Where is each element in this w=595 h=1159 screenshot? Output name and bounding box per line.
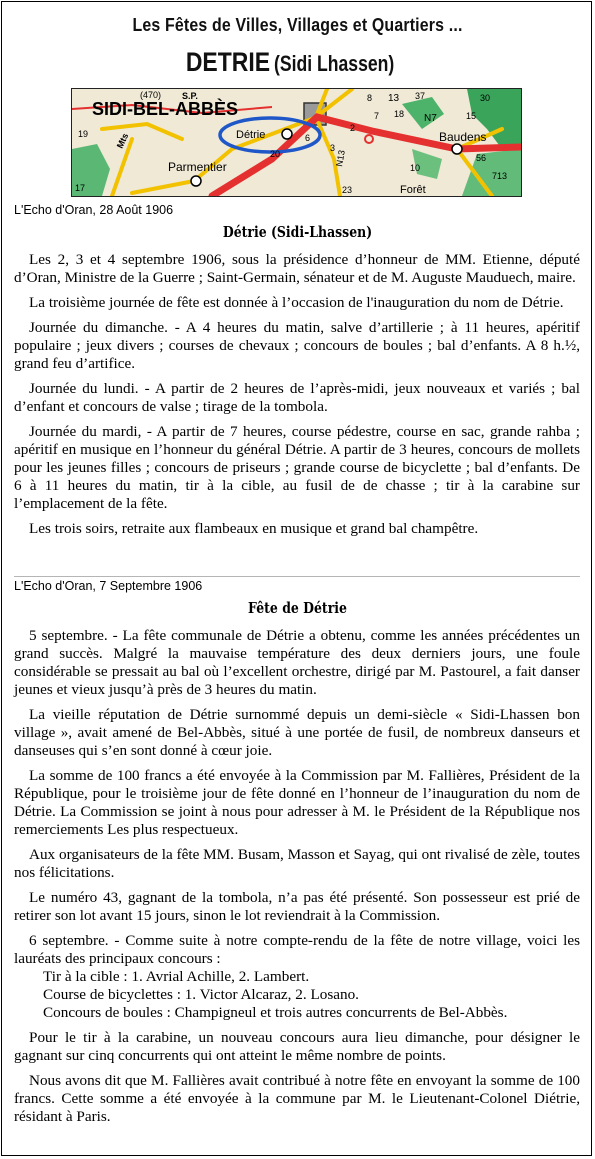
article2-source: L'Echo d'Oran, 7 Septembre 1906 <box>14 579 203 593</box>
title-sub: (Sidi Lhassen) <box>274 51 395 76</box>
label-r18: 18 <box>394 109 405 119</box>
article2-paragraph: Nous avons dit que M. Fallières avait contribué à notre fête en envoyant la somme de 100 francs. Cette somme a été envoyée à la commune par M. le Lieutenant-Colonel Diétrie, résidant à Paris. <box>14 1072 580 1125</box>
label-r8: 8 <box>367 93 373 103</box>
label-route-470: (470) <box>140 90 162 100</box>
article1-source: L'Echo d'Oran, 28 Août 1906 <box>14 203 174 217</box>
town-baudens-marker <box>452 144 462 154</box>
article1-paragraph: Les trois soirs, retraite aux flambeaux en musique et grand bal champêtre. <box>29 520 479 537</box>
result-item: Tir à la cible : 1. Avrial Achille, 2. Lambert. <box>43 968 310 985</box>
label-r30: 30 <box>480 93 491 103</box>
title-main: DETRIE <box>185 47 270 77</box>
series-title: Les Fêtes de Villes, Villages et Quartiers ... <box>132 14 463 35</box>
label-n7: N7 <box>424 113 437 124</box>
label-r2: 2 <box>350 123 356 133</box>
article1-paragraph: Journée du dimanche. - A 4 heures du matin, salve d’artillerie ; à 11 heures, apéritif populaire ; jeux divers ; courses de chevaux ; concours de boules ; bal d’enfants. A 8 h.½, grand feu d’artifice. <box>14 319 580 372</box>
label-r15: 15 <box>466 111 477 121</box>
label-mts: Mts <box>114 131 131 150</box>
label-r56: 56 <box>476 153 487 163</box>
town-parmentier-marker <box>191 176 201 186</box>
article1-paragraph: La troisième journée de fête est donnée à l’occasion de l'inauguration du nom de Détrie. <box>29 294 564 311</box>
article2-title: Fête de Détrie <box>248 600 347 617</box>
label-r37: 37 <box>415 91 426 101</box>
article2-body <box>14 627 580 1126</box>
label-detrie: Détrie <box>236 129 266 141</box>
article1-body <box>14 251 580 538</box>
article2-paragraph: Pour le tir à la carabine, un nouveau concours aura lieu dimanche, pour désigner le gagnant sur cinq concurrents qui ont atteint le même nombre de points. <box>14 1029 580 1064</box>
article2-paragraph: Le numéro 43, gagnant de la tombola, n’a pas été présenté. Son possesseur est prié de retirer son lot avant 15 jours, sinon le lot reviendrait à la Commission. <box>14 889 580 924</box>
label-r17: 17 <box>75 183 86 193</box>
town-detrie-marker <box>282 129 292 139</box>
label-parmentier: Parmentier <box>168 160 227 174</box>
label-baudens: Baudens <box>439 130 487 144</box>
article1-paragraph: Les 2, 3 et 4 septembre 1906, sous la présidence d’honneur de MM. Etienne, député d’Oran, Ministre de la Guerre ; Saint-Germain, sénateur et de M. Auguste Mauduech, maire. <box>14 251 580 286</box>
label-r3: 3 <box>330 143 336 153</box>
label-r13: 13 <box>388 93 400 104</box>
label-r10: 10 <box>410 163 421 173</box>
map-image <box>71 88 522 197</box>
label-sp: S.P. <box>182 91 198 101</box>
label-r20: 20 <box>270 149 281 159</box>
page-title <box>0 47 595 78</box>
article2-paragraph: La vieille réputation de Détrie surnommé depuis un demi-siècle « Sidi-Lhassen bon village », avait amené de Bel-Abbès, situé à une portée de fusil, de nombreux danseurs et danseuses qui s’en sont donné à cœur joie. <box>14 706 580 759</box>
label-r713: 713 <box>492 171 508 181</box>
article2-paragraph: 6 septembre. - Comme suite à notre compte-rendu de la fête de notre village, voici les lauréats des principaux concours : <box>14 932 580 967</box>
article2-paragraph: Aux organisateurs de la fête MM. Busam, Masson et Sayag, qui ont rivalisé de zèle, toutes nos félicitations. <box>14 846 580 881</box>
article2-paragraph: 5 septembre. - La fête communale de Détrie a obtenu, comme les années précédentes un grand succès. Malgré la mauvaise température des deux derniers jours, une foule considérable se pressait au bal où l’excellent orchestre, dirigé par M. Pastourel, a fait danser jeunes et vieux jusqu’à près de 3 heures du matin. <box>14 627 580 698</box>
result-item: Course de bicyclettes : 1. Victor Alcaraz, 2. Losano. <box>43 986 359 1003</box>
label-r23: 23 <box>342 185 353 195</box>
label-foret: Forêt <box>400 184 426 196</box>
label-city: SIDI-BEL-ABBÈS <box>92 99 239 119</box>
article1-paragraph: Journée du mardi, - A partir de 7 heures, course pédestre, course en sac, grande rahba ; apéritif en musique en l’honneur du général Détrie. A partir de 3 heures, concours de mollets pour les jeunes filles ; concours de priseurs ; grande course de bicyclette ; bal d’enfants. De 6 à 11 heures du matin, tir à la cible, au fusil de de chasse ; tir à la carabine sur l’emplacement de la fête. <box>14 423 580 512</box>
section-divider <box>14 576 580 577</box>
result-item: Concours de boules : Champigneul et trois autres concurrents de Bel-Abbès. <box>43 1004 508 1021</box>
label-r19: 19 <box>78 129 89 139</box>
label-r6: 6 <box>305 133 311 143</box>
label-n13: N13 <box>334 149 347 168</box>
label-r7: 7 <box>374 111 380 121</box>
article1-paragraph: Journée du lundi. - A partir de 2 heures de l’après-midi, jeux nouveaux et variés ; bal d’enfant et concours de valse ; tirage de la tombola. <box>14 380 580 415</box>
article1-title: Détrie (Sidi-Lhassen) <box>222 224 373 241</box>
article2-paragraph: La somme de 100 francs a été envoyée à la Commission par M. Fallières, Président de la République, pour le troisième jour de fête donné en l’honneur de l’inauguration du nom de Détrie. La Commission se joint à nous pour adresser à M. le Président de la République nos remerciements Les plus respectueux. <box>14 767 580 838</box>
